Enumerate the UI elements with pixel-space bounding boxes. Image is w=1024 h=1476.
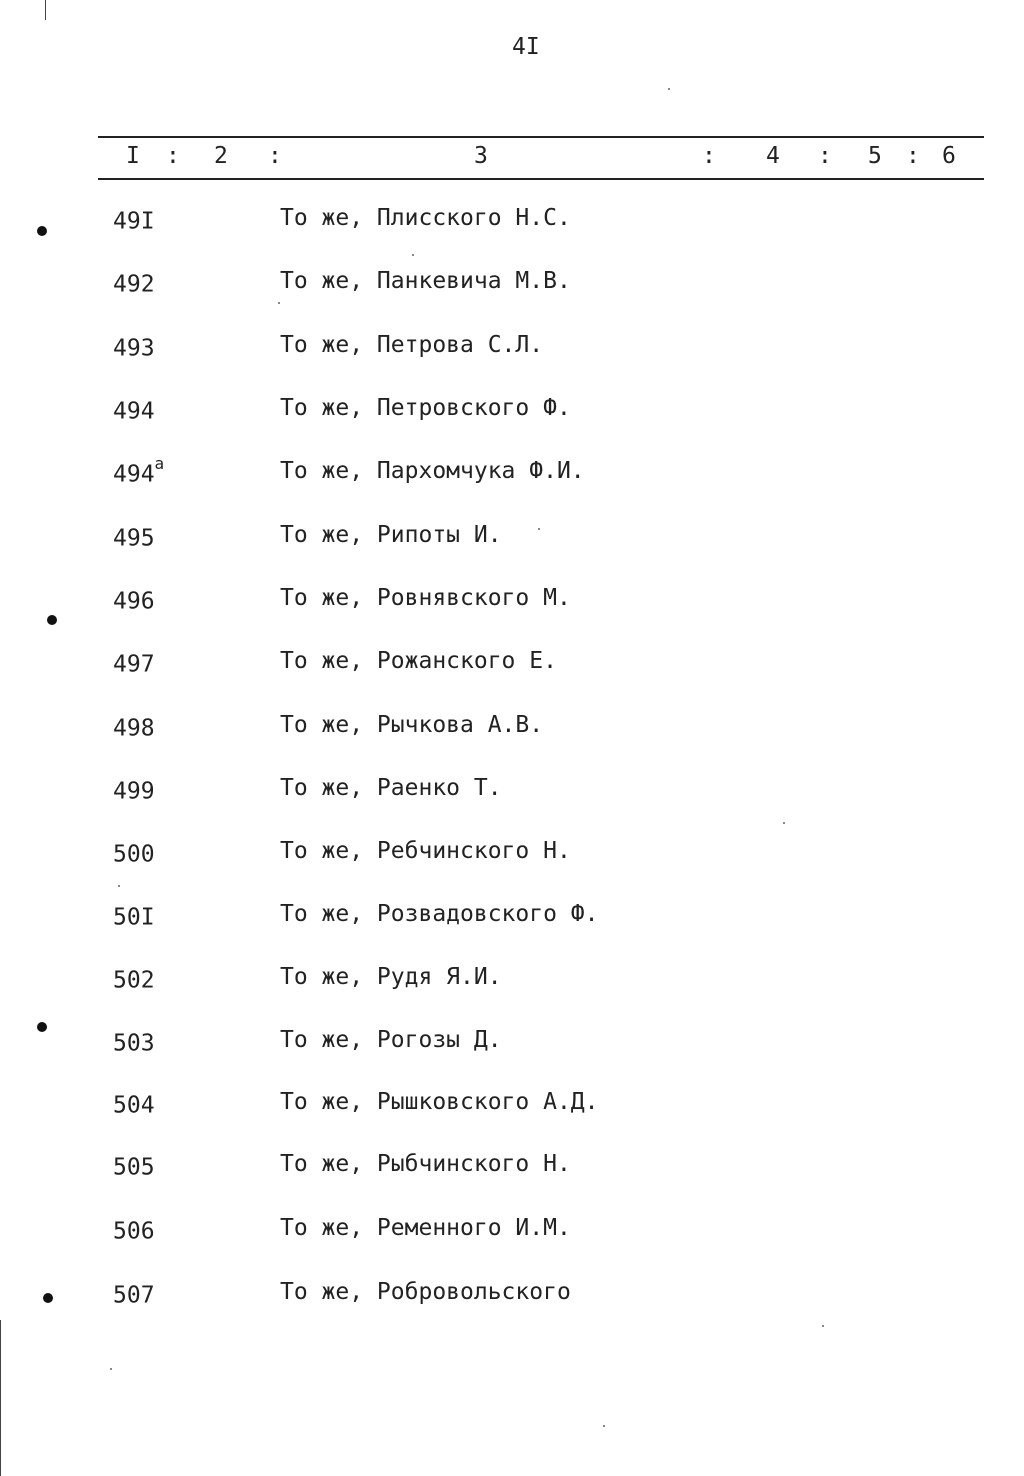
column-separator: : [906,143,920,169]
item-description: То же, Ровнявского М. [280,585,571,611]
item-number: 504 [113,1092,155,1119]
item-number: 493 [113,335,155,362]
item-description: То же, Раенко Т. [280,775,502,801]
item-number: 498 [113,715,155,742]
item-description: То же, Рышковского А.Д. [280,1089,599,1115]
page-number: 4I [512,34,540,60]
binder-hole-mark [37,1022,47,1032]
item-number: 497 [113,651,155,678]
item-number: 505 [113,1154,155,1181]
item-number: 506 [113,1218,155,1245]
table-row [0,648,1024,688]
column-header-3: 3 [474,143,488,169]
scan-speck [822,1325,824,1327]
item-number: 502 [113,967,155,994]
binder-hole-mark [43,1293,53,1303]
item-description: То же, Пархомчука Ф.И. [280,458,585,484]
table-row [0,1027,1024,1067]
item-description: То же, Панкевича М.В. [280,268,571,294]
table-row [0,1215,1024,1255]
table-top-rule [98,136,984,138]
table-row [0,712,1024,752]
column-header-2: 2 [214,143,228,169]
binder-hole-mark [47,615,57,625]
scan-speck [278,302,280,304]
item-description: То же, Робровольского [280,1279,571,1305]
scan-speck [412,254,414,256]
scan-speck [118,885,120,887]
item-description: То же, Рожанского Е. [280,648,557,674]
column-header-6: 6 [942,143,956,169]
scan-mark [45,0,46,20]
table-row [0,332,1024,372]
item-number: 49I [113,208,155,235]
table-row [0,522,1024,562]
table-row [0,1089,1024,1129]
item-number: 494 [113,398,155,425]
item-description: То же, Ребчинского Н. [280,838,571,864]
item-number: 496 [113,588,155,615]
item-number: 499 [113,778,155,805]
column-separator: : [268,143,282,169]
binder-hole-mark [37,226,47,236]
table-row [0,775,1024,815]
scan-edge-mark [0,1320,1,1476]
item-number-suffix: а [154,454,165,473]
item-number: 500 [113,841,155,868]
column-separator: : [702,143,716,169]
item-description: То же, Плисского Н.С. [280,205,571,231]
table-row [0,1151,1024,1191]
scan-speck [603,1425,605,1427]
table-row [0,838,1024,878]
item-description: То же, Рудя Я.И. [280,964,502,990]
item-number: 495 [113,525,155,552]
item-description: То же, Розвадовского Ф. [280,901,599,927]
column-separator: : [818,143,832,169]
item-number: 503 [113,1030,155,1057]
table-row [0,268,1024,308]
item-description: То же, Ременного И.М. [280,1215,571,1241]
item-description: То же, Рипоты И. [280,522,502,548]
scan-speck [783,822,785,824]
item-description: То же, Рогозы Д. [280,1027,502,1053]
scan-speck [110,1368,112,1370]
table-row [0,205,1024,245]
scan-speck [538,528,540,530]
item-number: 492 [113,271,155,298]
table-row [0,901,1024,941]
column-header-1: I [126,143,140,169]
table-row [0,585,1024,625]
item-number: 507 [113,1282,155,1309]
scan-speck [668,88,670,90]
item-number: $494^а$ [113,454,165,488]
item-description: То же, Рычкова А.В. [280,712,544,738]
item-description: То же, Петровского Ф. [280,395,571,421]
column-header-5: 5 [868,143,882,169]
table-row [0,1279,1024,1319]
column-separator: : [166,143,180,169]
item-description: То же, Рыбчинского Н. [280,1151,571,1177]
column-header-4: 4 [766,143,780,169]
table-header-rule [98,178,984,180]
item-description: То же, Петрова С.Л. [280,332,544,358]
table-row [0,395,1024,435]
table-row [0,964,1024,1004]
table-row [0,454,1024,498]
item-number: 50I [113,904,155,931]
